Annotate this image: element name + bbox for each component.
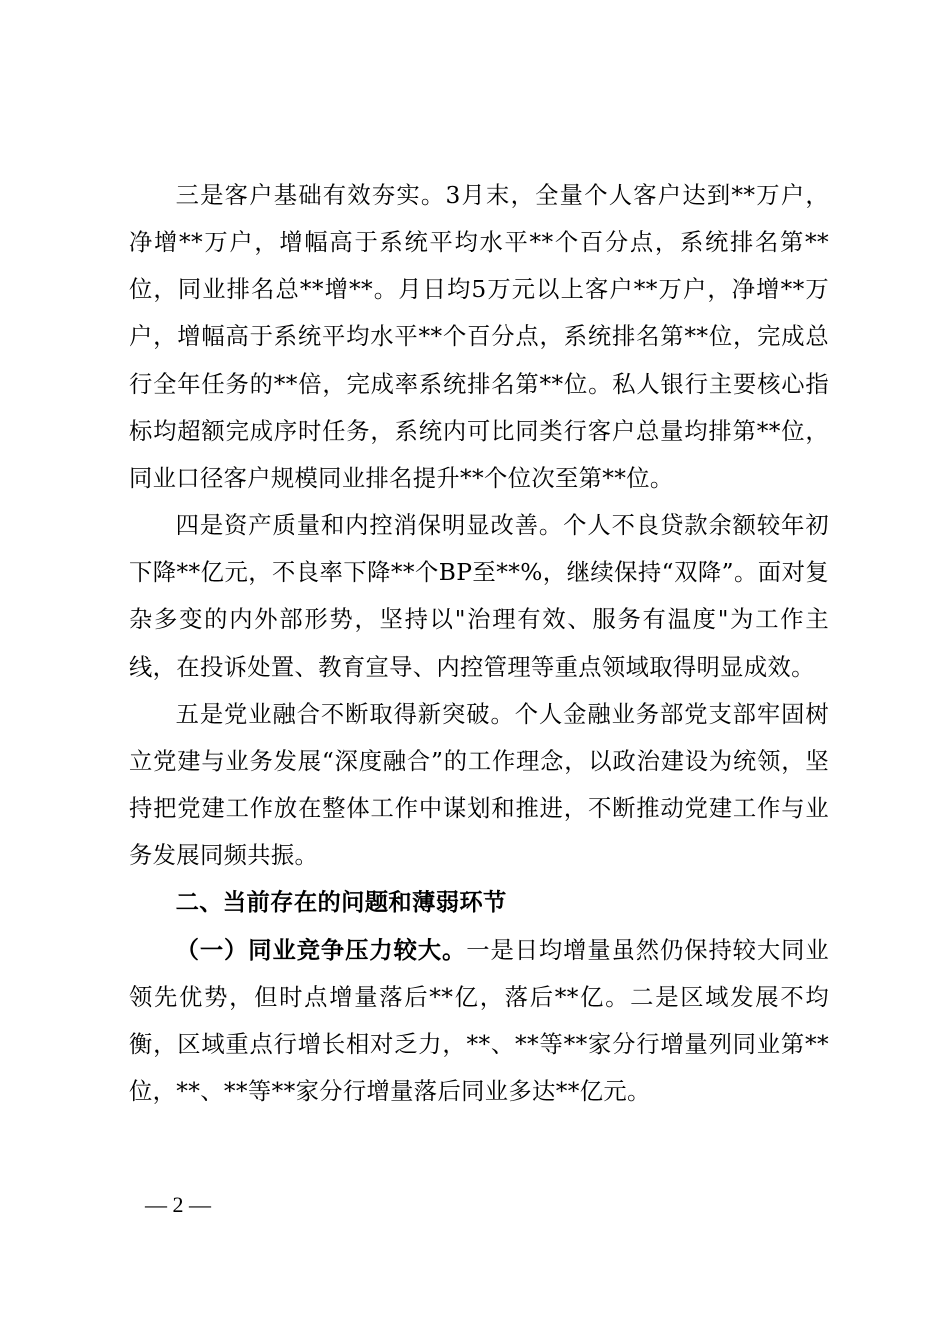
paragraph-asset-quality: 四是资产质量和内控消保明显改善。个人不良贷款余额较年初下降**亿元，不良率下降**个BP至**%，继续保持“双降”。面对复杂多变的内外部形势，坚持以"治理有效、服务有温度"为工作主线，在投诉处置、教育宣导、内控管理等重点领域取得明显成效。: [129, 512, 829, 681]
paragraph-customer-base: 三是客户基础有效夯实。3月末，全量个人客户达到**万户，净增**万户，增幅高于系统平均水平**个百分点，系统排名第**位，同业排名总**增**。月日均5万元以上客户**万户，净增**万户，增幅高于系统平均水平**个百分点，系统排名第**位，完成总行全年任务的**倍，完成率系统排名第**位。私人银行主要核心指标均超额完成序时任务，系统内可比同类行客户总量均排第**位，同业口径客户规模同业排名提升**个位次至第**位。: [129, 182, 829, 492]
paragraph-party-integration: 五是党业融合不断取得新突破。个人金融业务部党支部牢固树立党建与业务发展“深度融合”的工作理念，以政治建设为统领，坚持把党建工作放在整体工作中谋划和推进，不断推动党建工作与业务发展同频共振。: [129, 700, 829, 870]
section-heading: 二、当前存在的问题和薄弱环节: [175, 889, 507, 917]
subsection-lead: （一）同业竞争压力较大。: [175, 936, 467, 964]
page-number: — 2 —: [145, 1192, 211, 1217]
document-body: [129, 172, 829, 1115]
paragraph-competition: [129, 927, 829, 1116]
subsection-text: 一是日均增量虽然仍保持较大同业领先优势，但时点增量落后**亿，落后**亿。二是区域发展不均衡，区域重点行增长相对乏力，**、**等**家分行增量列同业第**位，**、**等**家分行增量落后同业多达**亿元。: [129, 936, 829, 1105]
